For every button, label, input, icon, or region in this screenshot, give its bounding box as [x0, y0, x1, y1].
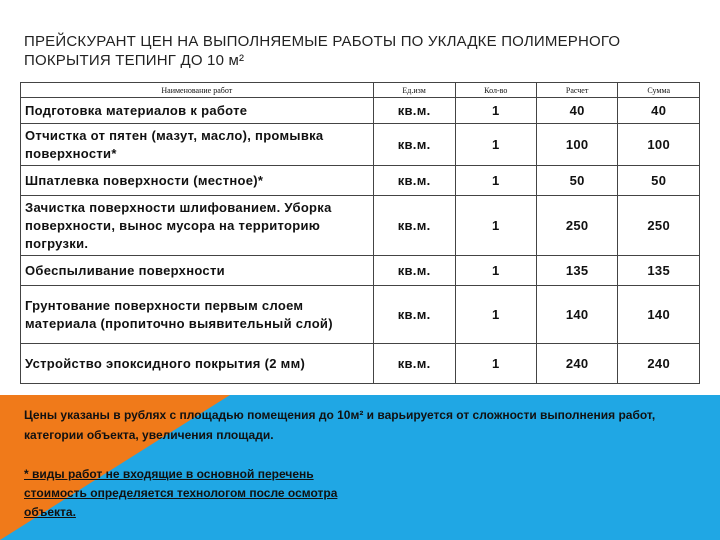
- header-calc: Расчет: [536, 83, 618, 98]
- row-calc: 100: [536, 124, 618, 166]
- row-qty: 1: [455, 196, 536, 256]
- row-name: Шпатлевка поверхности (местное)*: [21, 166, 374, 196]
- row-sum: 50: [618, 166, 700, 196]
- row-qty: 1: [455, 344, 536, 384]
- row-qty: 1: [455, 286, 536, 344]
- row-name: Зачистка поверхности шлифованием. Уборка поверхности, вынос мусора на территорию погрузки.: [21, 196, 374, 256]
- row-sum: 250: [618, 196, 700, 256]
- row-qty: 1: [455, 166, 536, 196]
- row-qty: 1: [455, 98, 536, 124]
- table-row: [21, 166, 700, 196]
- row-name: Отчистка от пятен (мазут, масло), промывка поверхности*: [21, 124, 374, 166]
- row-unit: кв.м.: [373, 196, 455, 256]
- row-calc: 140: [536, 286, 618, 344]
- header-unit: Ед.изм: [373, 83, 455, 98]
- footnote: * виды работ не входящие в основной перечень стоимость определяется технологом после осмотра объекта.: [24, 467, 338, 519]
- row-calc: 50: [536, 166, 618, 196]
- row-calc: 250: [536, 196, 618, 256]
- row-unit: кв.м.: [373, 98, 455, 124]
- row-sum: 100: [618, 124, 700, 166]
- row-unit: кв.м.: [373, 166, 455, 196]
- table-row: [21, 256, 700, 286]
- header-name: Наименование работ: [21, 83, 374, 98]
- row-unit: кв.м.: [373, 344, 455, 384]
- table-row: [21, 286, 700, 344]
- header-qty: Кол-во: [455, 83, 536, 98]
- table-header-row: [21, 83, 700, 98]
- row-name: Подготовка материалов к работе: [21, 98, 374, 124]
- row-calc: 40: [536, 98, 618, 124]
- table-row: [21, 196, 700, 256]
- table-row: [21, 124, 700, 166]
- row-sum: 240: [618, 344, 700, 384]
- header-sum: Сумма: [618, 83, 700, 98]
- row-name: Обеспыливание поверхности: [21, 256, 374, 286]
- price-note: Цены указаны в рублях с площадью помещения до 10м² и варьируется от сложности выполнения работ, категории объекта, увеличения площади.: [24, 408, 656, 442]
- row-sum: 140: [618, 286, 700, 344]
- row-name: Грунтование поверхности первым слоем материала (пропиточно выявительный слой): [21, 286, 374, 344]
- row-sum: 40: [618, 98, 700, 124]
- row-qty: 1: [455, 124, 536, 166]
- table-row: [21, 344, 700, 384]
- page-title: ПРЕЙСКУРАНТ ЦЕН НА ВЫПОЛНЯЕМЫЕ РАБОТЫ ПО УКЛАДКЕ ПОЛИМЕРНОГО ПОКРЫТИЯ ТЕПИНГ ДО 10 м²: [24, 33, 621, 69]
- row-qty: 1: [455, 256, 536, 286]
- row-unit: кв.м.: [373, 286, 455, 344]
- table-row: [21, 98, 700, 124]
- price-table: [20, 82, 700, 384]
- row-unit: кв.м.: [373, 124, 455, 166]
- row-unit: кв.м.: [373, 256, 455, 286]
- row-calc: 240: [536, 344, 618, 384]
- row-calc: 135: [536, 256, 618, 286]
- row-name: Устройство эпоксидного покрытия (2 мм): [21, 344, 374, 384]
- row-sum: 135: [618, 256, 700, 286]
